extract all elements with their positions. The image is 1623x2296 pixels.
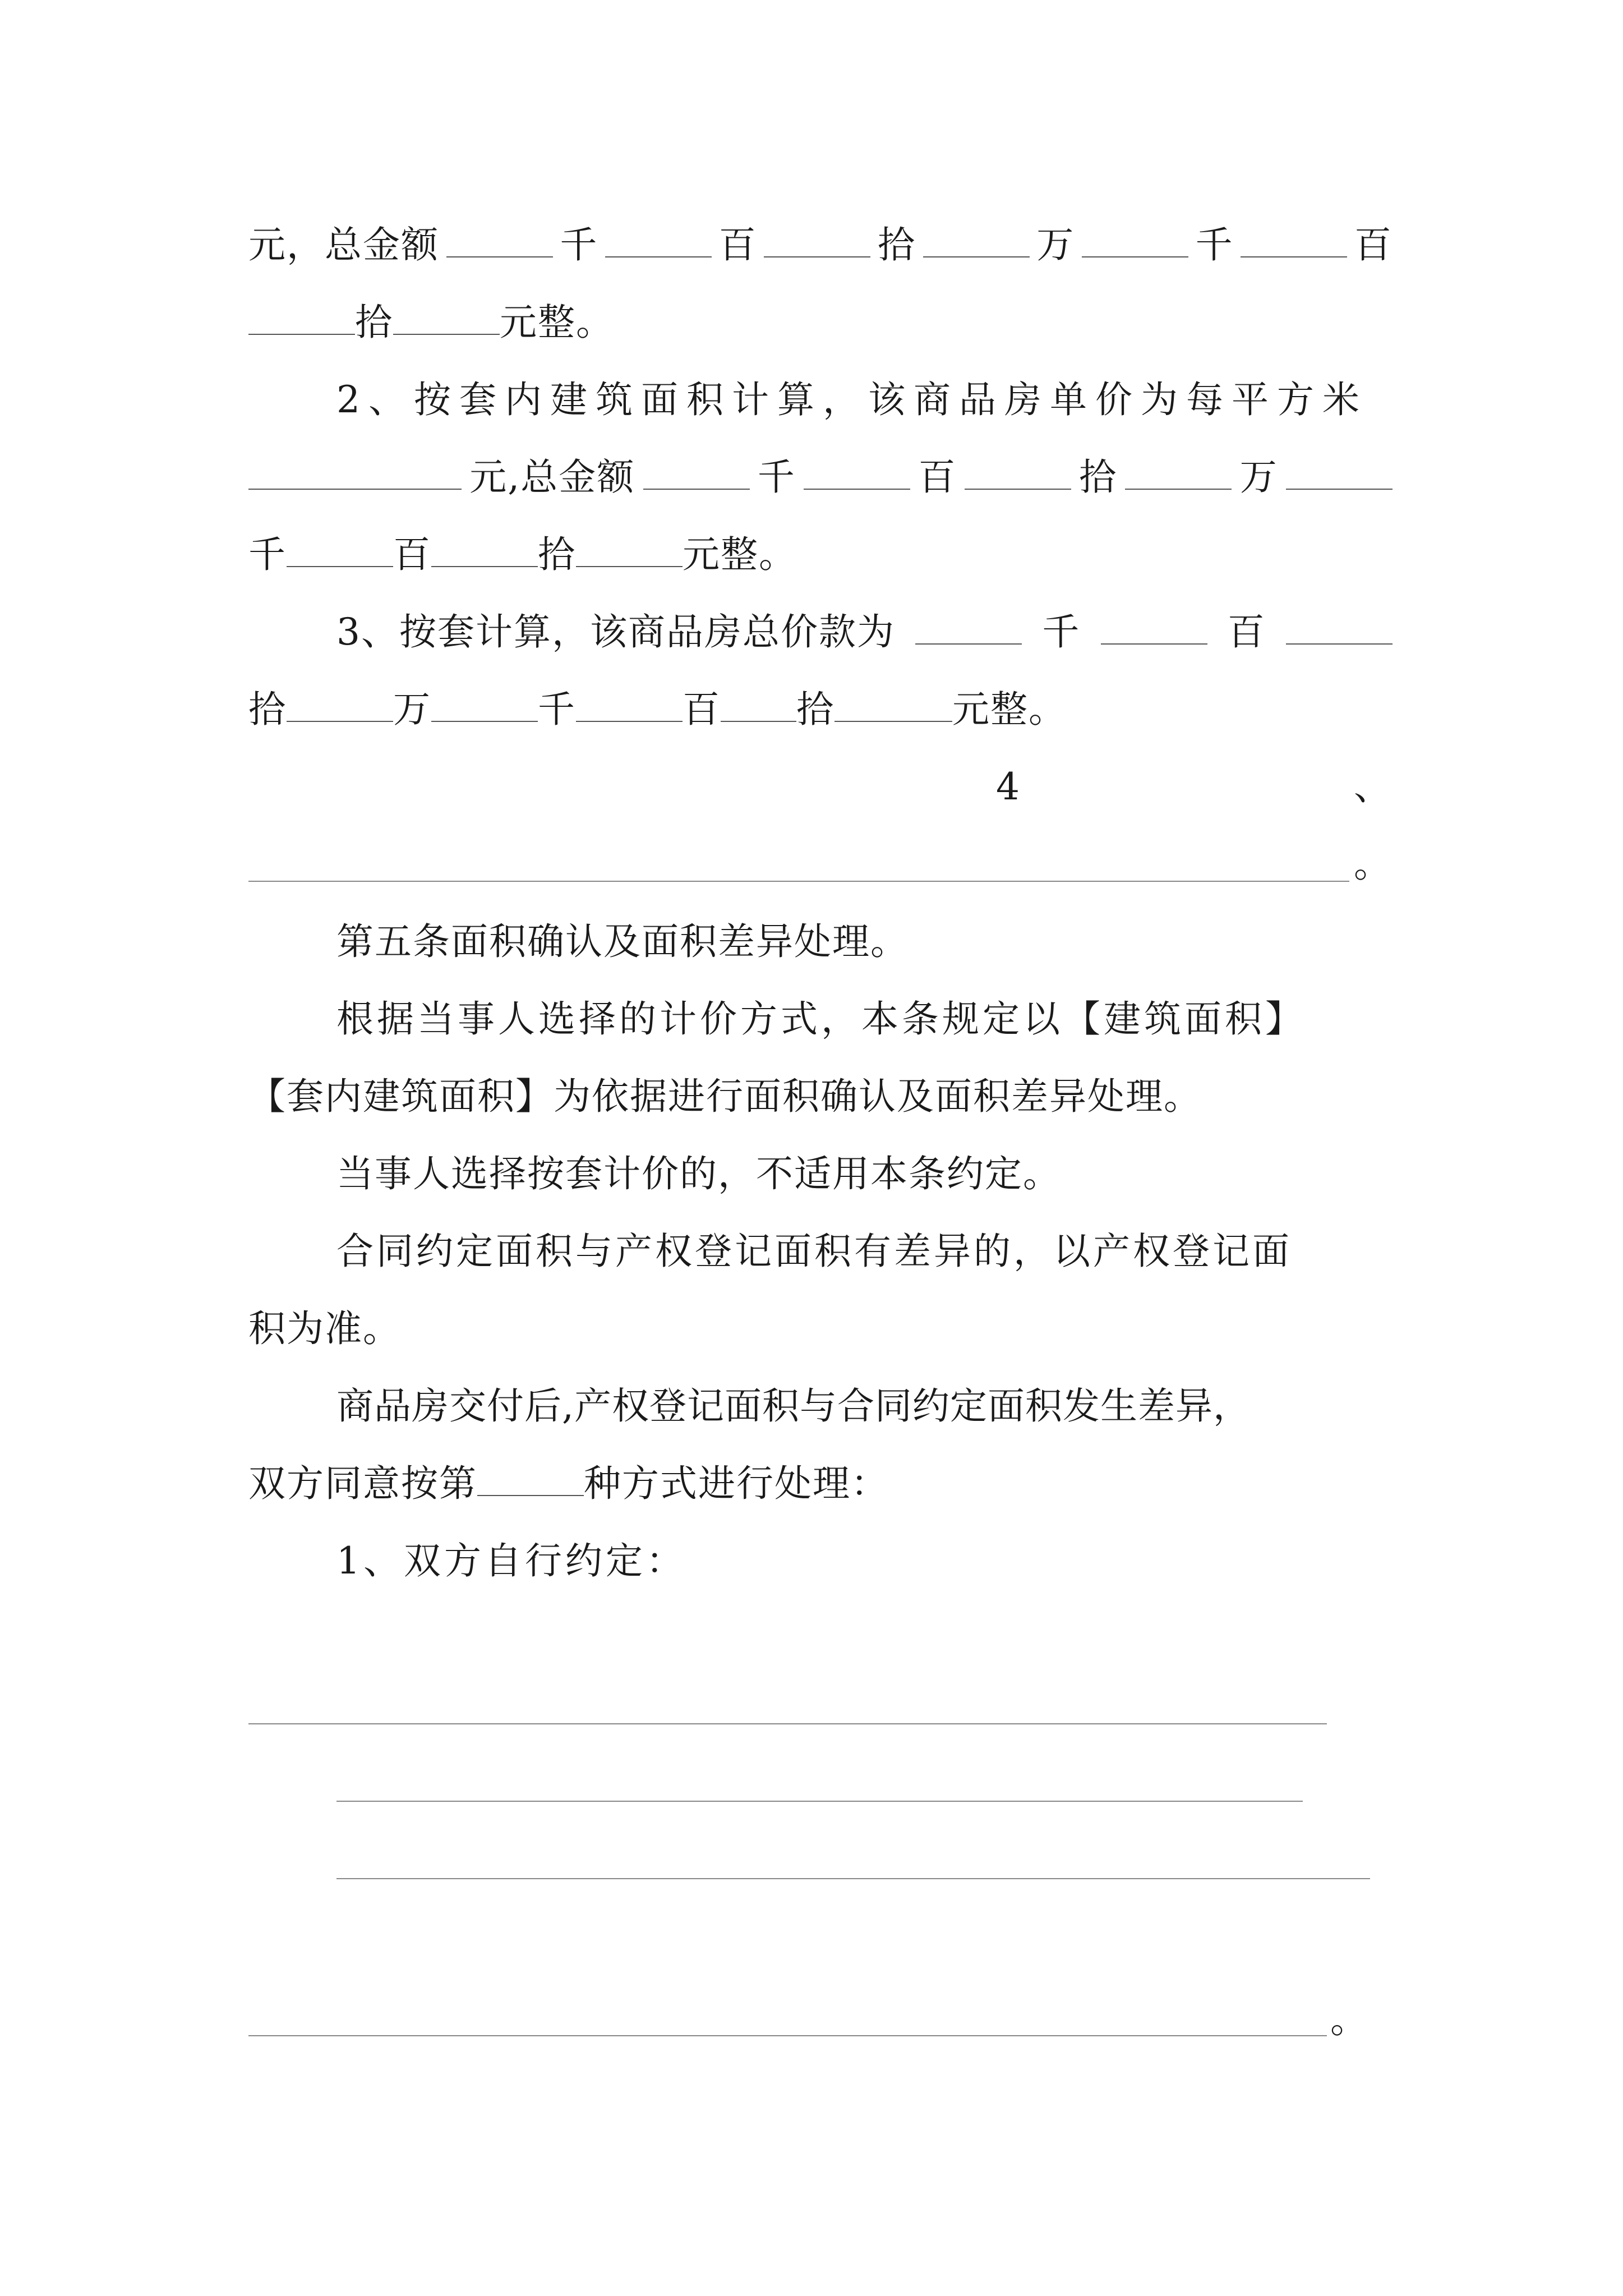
blank-field [1286, 609, 1393, 645]
blank-field [965, 454, 1071, 490]
blank-field [393, 299, 500, 335]
blank-field [605, 222, 712, 257]
text-segment: 百 [718, 223, 757, 266]
text-segment: 千 [757, 455, 796, 499]
text-segment: 种方式进行处理： [584, 1462, 889, 1505]
blank-field [248, 299, 355, 335]
text-segment: 拾 [355, 301, 393, 344]
text-segment: 拾 [877, 223, 916, 266]
item-number: 4 [996, 765, 1020, 808]
blank-rule [336, 1801, 1303, 1802]
text-line [248, 220, 1393, 270]
text-segment: 元整。 [683, 533, 797, 576]
blank-field [764, 222, 870, 257]
text-segment: 百 [1227, 610, 1266, 654]
paragraph-line [248, 1458, 1393, 1509]
paragraph-line: 积为准。 [248, 1307, 401, 1350]
text-line [336, 607, 1393, 657]
paragraph-line: 合同约定面积与产权登记面积有差异的，以产权登记面 [336, 1230, 1292, 1273]
text-segment: 元,总金额 [469, 455, 635, 499]
blank-field [1286, 454, 1393, 490]
text-segment: 元，总金额 [248, 223, 439, 266]
text-segment: 千 [248, 533, 287, 576]
text-segment: 双方同意按第 [248, 1462, 477, 1505]
blank-field [1082, 222, 1188, 257]
blank-field [915, 609, 1022, 645]
text-segment: 元整。 [952, 688, 1067, 731]
blank-rule [248, 2035, 1327, 2036]
blank-field [1101, 609, 1207, 645]
blank-field [576, 531, 683, 567]
text-segment: 千 [538, 688, 576, 731]
period-mark: 。 [1354, 843, 1391, 886]
paragraph-line: 商品房交付后,产权登记面积与合同约定面积发生差异， [336, 1384, 1251, 1428]
blank-field [1125, 454, 1232, 490]
blank-field [477, 1460, 584, 1496]
text-segment: 万 [1239, 455, 1278, 499]
text-line: 2、按套内建筑面积计算，该商品房单价为每平方米 [336, 378, 1368, 421]
text-line [248, 452, 1393, 503]
blank-field [643, 454, 750, 490]
blank-field [287, 686, 393, 722]
blank-field [248, 454, 462, 490]
text-line [248, 297, 1393, 348]
blank-field [834, 686, 952, 722]
separator-mark: 、 [1354, 765, 1391, 808]
paragraph-line: 当事人选择按套计价的，不适用本条约定。 [336, 1152, 1061, 1195]
paragraph-line: 1、双方自行约定： [336, 1539, 686, 1582]
text-segment: 百 [1354, 223, 1393, 266]
text-segment: 千 [560, 223, 598, 266]
blank-rule [248, 881, 1349, 882]
text-segment: 拾 [796, 688, 834, 731]
blank-field [576, 686, 683, 722]
text-segment: 百 [683, 688, 721, 731]
text-segment: 拾 [248, 688, 287, 731]
blank-field [431, 686, 538, 722]
paragraph-line: 【套内建筑面积】为依据进行面积确认及面积差异处理。 [248, 1075, 1202, 1118]
paragraph-line: 根据当事人选择的计价方式，本条规定以【建筑面积】 [336, 997, 1306, 1041]
text-segment: 千 [1042, 610, 1081, 654]
text-segment: 万 [393, 688, 431, 731]
article-heading: 第五条面积确认及面积差异处理。 [336, 920, 909, 963]
blank-field [804, 454, 910, 490]
text-line [248, 530, 1393, 580]
blank-field [446, 222, 553, 257]
text-line [248, 684, 1393, 735]
text-segment: 3、按套计算，该商品房总价款为 [336, 610, 895, 654]
blank-field [1241, 222, 1347, 257]
text-segment: 拾 [1079, 455, 1118, 499]
blank-rule [248, 1723, 1327, 1724]
text-segment: 万 [1036, 223, 1075, 266]
text-segment: 百 [918, 455, 957, 499]
period-mark: 。 [1330, 1998, 1367, 2041]
text-segment: 百 [393, 533, 431, 576]
text-segment: 拾 [538, 533, 576, 576]
text-segment: 千 [1195, 223, 1234, 266]
blank-field [721, 686, 796, 722]
blank-rule [336, 1878, 1370, 1879]
blank-field [287, 531, 393, 567]
text-segment: 元整。 [500, 301, 614, 344]
blank-field [431, 531, 538, 567]
blank-field [923, 222, 1030, 257]
